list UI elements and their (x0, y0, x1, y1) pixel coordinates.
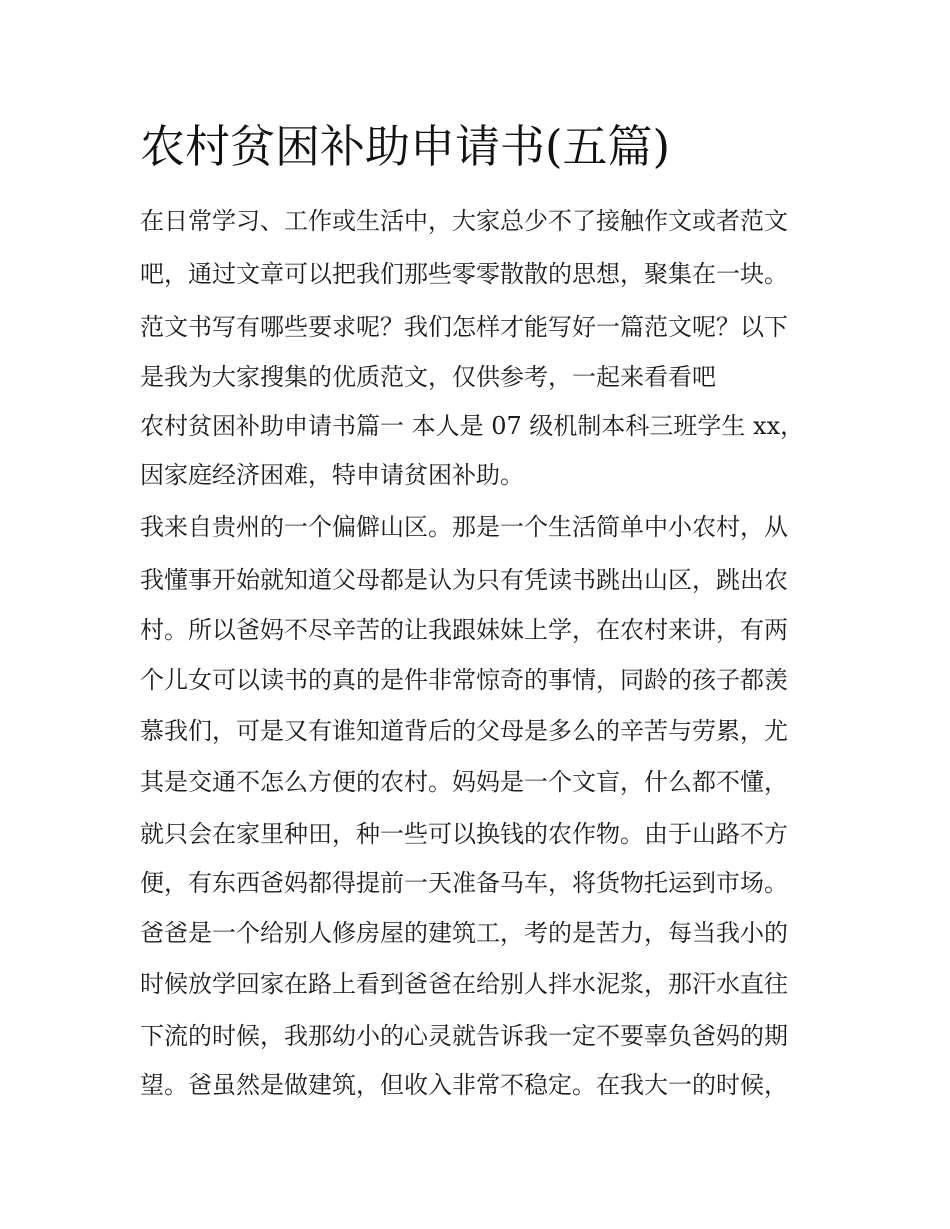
paragraph-line: 村。所以爸妈不尽辛苦的让我跟妹妹上学，在农村来讲，有两 (140, 616, 788, 644)
paragraph-line: 因家庭经济困难，特申请贫困补助。 (140, 461, 524, 489)
paragraph-line: 在日常学习、工作或生活中，大家总少不了接触作文或者范文 (140, 207, 788, 235)
document-title: 农村贫困补助申请书(五篇) (140, 120, 671, 173)
paragraph-line: 农村贫困补助申请书篇一 本人是 07 级机制本科三班学生 xx， (140, 412, 805, 440)
paragraph-line: 我懂事开始就知道父母都是认为只有凭读书跳出山区，跳出农 (140, 566, 788, 594)
paragraph-line: 望。爸虽然是做建筑，但收入非常不稳定。在我大一的时候， (140, 1071, 788, 1099)
paragraph-line: 慕我们，可是又有谁知道背后的父母是多么的辛苦与劳累，尤 (140, 717, 788, 745)
paragraph-line: 范文书写有哪些要求呢？我们怎样才能写好一篇范文呢？以下 (140, 313, 788, 341)
paragraph-line: 爸爸是一个给别人修房屋的建筑工，考的是苦力，每当我小的 (140, 919, 788, 947)
paragraph-line: 下流的时候，我那幼小的心灵就告诉我一定不要辜负爸妈的期 (140, 1022, 788, 1050)
paragraph-line: 时候放学回家在路上看到爸爸在给别人拌水泥浆，那汗水直往 (140, 970, 788, 998)
paragraph-line: 是我为大家搜集的优质范文，仅供参考，一起来看看吧 (140, 363, 716, 391)
paragraph-line: 就只会在家里种田，种一些可以换钱的农作物。由于山路不方 (140, 820, 788, 848)
paragraph-line: 便，有东西爸妈都得提前一天准备马车，将货物托运到市场。 (140, 869, 788, 897)
paragraph-line: 个儿女可以读书的真的是件非常惊奇的事情，同龄的孩子都羡 (140, 666, 788, 694)
paragraph-line: 其是交通不怎么方便的农村。妈妈是一个文盲，什么都不懂， (140, 768, 788, 796)
paragraph-line: 我来自贵州的一个偏僻山区。那是一个生活简单中小农村，从 (140, 513, 788, 541)
paragraph-line: 吧，通过文章可以把我们那些零零散散的思想，聚集在一块。 (140, 260, 788, 288)
